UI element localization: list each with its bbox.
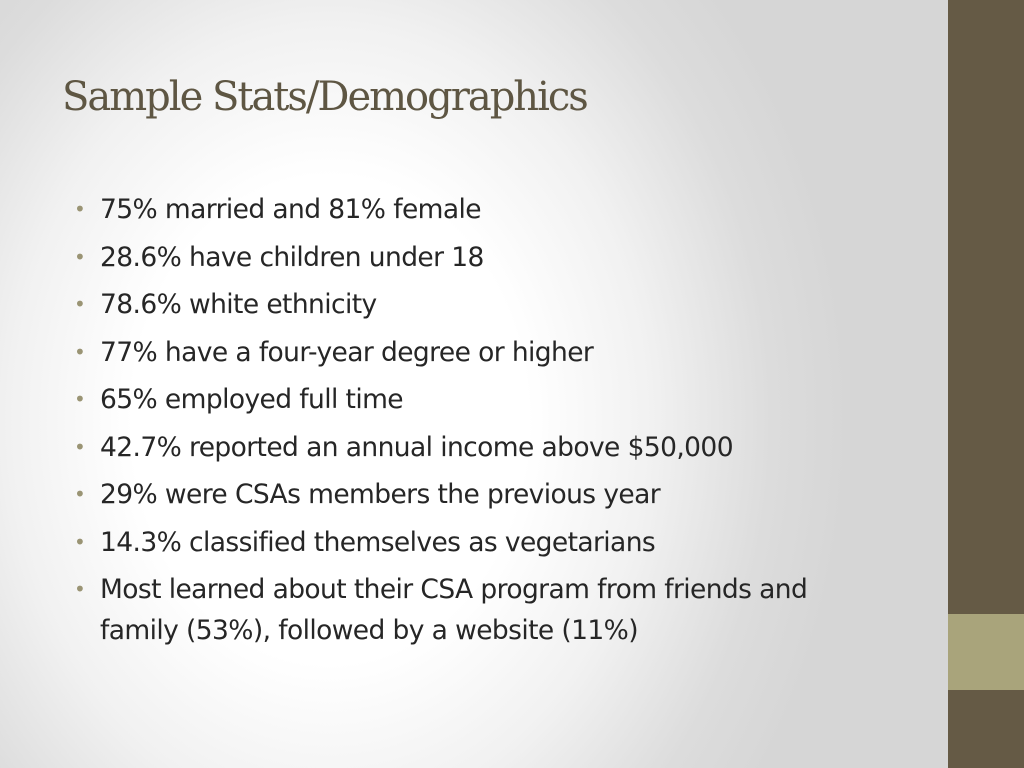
bullet-item <box>74 474 884 515</box>
bullet-icon: • <box>74 244 86 269</box>
bullet-icon: • <box>74 339 86 364</box>
bullet-text: 42.7% reported an annual income above $50,000 <box>100 431 733 463</box>
side-accent-block <box>948 614 1024 690</box>
bullet-item <box>74 237 884 278</box>
bullet-text: 75% married and 81% female <box>100 194 481 225</box>
bullet-icon: • <box>74 529 86 554</box>
bullet-icon: • <box>74 387 86 411</box>
bullet-text: 28.6% have children under 18 <box>100 241 484 273</box>
bullet-item <box>74 379 884 420</box>
bullet-icon: • <box>74 292 86 316</box>
bullet-item <box>74 189 884 230</box>
bullet-text: 14.3% classified themselves as vegetarians <box>100 526 656 558</box>
bullet-item <box>74 569 884 651</box>
bullet-item <box>74 332 884 373</box>
bullet-icon: • <box>74 197 86 221</box>
bullet-text: 78.6% white ethnicity <box>100 289 377 320</box>
bullet-text: 65% employed full time <box>100 384 404 415</box>
bullet-list <box>74 189 884 658</box>
bullet-icon: • <box>74 577 86 601</box>
bullet-item <box>74 427 884 468</box>
bullet-icon: • <box>74 434 86 459</box>
bullet-item <box>74 522 884 563</box>
slide-title: Sample Stats/Demographics <box>62 74 587 120</box>
bullet-text: 77% have a four-year degree or higher <box>100 336 594 368</box>
bullet-text: Most learned about their CSA program from friends and family (53%), followed by a website (11%) <box>100 574 808 646</box>
bullet-text: 29% were CSAs members the previous year <box>100 479 661 510</box>
bullet-item <box>74 284 884 325</box>
bullet-icon: • <box>74 482 86 506</box>
side-band <box>948 0 1024 768</box>
